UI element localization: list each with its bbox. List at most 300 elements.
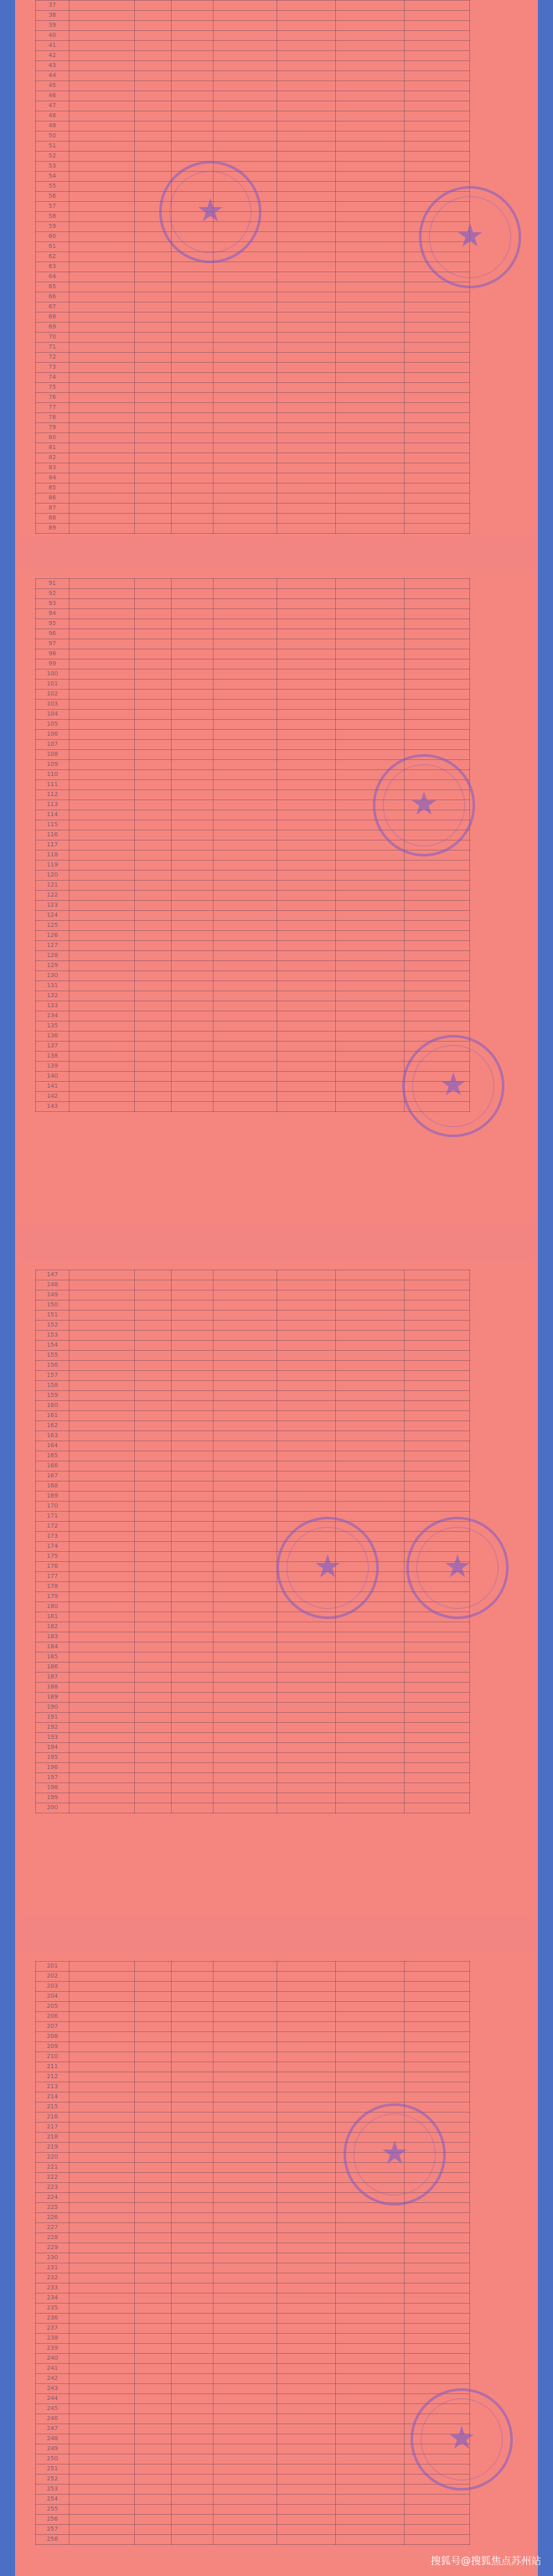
table-cell bbox=[135, 961, 172, 971]
table-cell bbox=[214, 71, 277, 81]
row-number-cell: 183 bbox=[36, 1632, 70, 1642]
table-cell bbox=[172, 262, 214, 272]
table-cell bbox=[172, 1032, 214, 1042]
table-row bbox=[36, 463, 470, 473]
table-cell bbox=[135, 1783, 172, 1793]
table-cell bbox=[172, 2062, 214, 2072]
row-number-cell: 210 bbox=[36, 2052, 70, 2062]
table-cell bbox=[214, 323, 277, 333]
table-cell bbox=[135, 1301, 172, 1311]
table-cell bbox=[277, 403, 336, 413]
table-cell bbox=[172, 2113, 214, 2123]
table-cell bbox=[172, 981, 214, 991]
table-cell bbox=[405, 690, 470, 700]
table-cell bbox=[277, 1502, 336, 1512]
table-cell bbox=[214, 1542, 277, 1552]
table-cell bbox=[70, 262, 135, 272]
table-cell bbox=[135, 1713, 172, 1723]
table-cell bbox=[70, 2012, 135, 2022]
table-cell bbox=[277, 2505, 336, 2515]
table-cell bbox=[135, 1703, 172, 1713]
table-cell bbox=[135, 373, 172, 383]
table-cell bbox=[214, 292, 277, 303]
table-cell bbox=[214, 680, 277, 690]
table-row bbox=[36, 1673, 470, 1683]
table-cell bbox=[277, 1653, 336, 1663]
row-number-cell: 120 bbox=[36, 871, 70, 881]
table-cell bbox=[135, 951, 172, 961]
official-seal bbox=[344, 2103, 446, 2206]
row-number-cell: 217 bbox=[36, 2123, 70, 2133]
table-cell bbox=[214, 333, 277, 343]
table-cell bbox=[336, 2334, 405, 2344]
table-cell bbox=[70, 680, 135, 690]
table-row bbox=[36, 91, 470, 101]
table-cell bbox=[172, 51, 214, 61]
table-cell bbox=[172, 1642, 214, 1653]
table-cell bbox=[405, 1723, 470, 1733]
table-cell bbox=[405, 1773, 470, 1783]
table-cell bbox=[70, 504, 135, 514]
table-cell bbox=[405, 303, 470, 313]
table-cell bbox=[135, 1461, 172, 1472]
table-cell bbox=[277, 730, 336, 740]
row-number-cell: 156 bbox=[36, 1361, 70, 1371]
table-cell bbox=[214, 1431, 277, 1441]
table-cell bbox=[277, 1482, 336, 1492]
table-cell bbox=[70, 1982, 135, 1992]
table-cell bbox=[172, 1011, 214, 1022]
table-cell bbox=[214, 413, 277, 423]
table-cell bbox=[277, 660, 336, 670]
table-row bbox=[36, 1391, 470, 1401]
table-cell bbox=[277, 1022, 336, 1032]
table-cell bbox=[336, 473, 405, 484]
row-number-cell: 72 bbox=[36, 353, 70, 363]
table-cell bbox=[135, 2022, 172, 2032]
table-cell bbox=[336, 951, 405, 961]
row-number-cell: 43 bbox=[36, 61, 70, 71]
table-cell bbox=[172, 292, 214, 303]
row-number-cell: 96 bbox=[36, 629, 70, 639]
table-cell bbox=[214, 790, 277, 800]
table-row bbox=[36, 2475, 470, 2485]
row-number-cell: 181 bbox=[36, 1612, 70, 1622]
table-cell bbox=[70, 101, 135, 111]
table-row bbox=[36, 1663, 470, 1673]
table-cell bbox=[214, 463, 277, 473]
table-cell bbox=[135, 851, 172, 861]
table-cell bbox=[214, 961, 277, 971]
table-cell bbox=[70, 971, 135, 981]
table-cell bbox=[70, 2153, 135, 2163]
table-cell bbox=[172, 1092, 214, 1102]
table-row bbox=[36, 2263, 470, 2273]
table-cell bbox=[70, 1082, 135, 1092]
table-row bbox=[36, 1321, 470, 1331]
table-cell bbox=[214, 1522, 277, 1532]
row-number-cell: 68 bbox=[36, 313, 70, 323]
table-cell bbox=[214, 152, 277, 162]
table-cell bbox=[214, 1763, 277, 1773]
table-cell bbox=[214, 1723, 277, 1733]
row-number-cell: 121 bbox=[36, 881, 70, 891]
table-cell bbox=[172, 629, 214, 639]
table-row bbox=[36, 2233, 470, 2243]
table-cell bbox=[70, 1371, 135, 1381]
table-cell bbox=[277, 1351, 336, 1361]
table-cell bbox=[277, 1291, 336, 1301]
table-cell bbox=[277, 1713, 336, 1723]
table-cell bbox=[277, 21, 336, 31]
table-cell bbox=[336, 720, 405, 730]
table-cell bbox=[135, 1522, 172, 1532]
row-number-cell: 147 bbox=[36, 1270, 70, 1280]
table-cell bbox=[336, 1461, 405, 1472]
table-cell bbox=[135, 901, 172, 911]
table-row bbox=[36, 453, 470, 463]
table-cell bbox=[336, 132, 405, 142]
table-cell bbox=[214, 2103, 277, 2113]
table-cell bbox=[277, 41, 336, 51]
table-cell bbox=[70, 363, 135, 373]
table-cell bbox=[277, 2344, 336, 2354]
row-number-cell: 207 bbox=[36, 2022, 70, 2032]
table-cell bbox=[70, 921, 135, 931]
table-cell bbox=[214, 1622, 277, 1632]
table-cell bbox=[336, 2062, 405, 2072]
table-cell bbox=[135, 1341, 172, 1351]
table-cell bbox=[277, 1401, 336, 1411]
table-row bbox=[36, 31, 470, 41]
table-cell bbox=[277, 1321, 336, 1331]
table-row bbox=[36, 162, 470, 172]
table-cell bbox=[336, 1401, 405, 1411]
row-number-cell: 54 bbox=[36, 172, 70, 182]
table-cell bbox=[405, 901, 470, 911]
table-cell bbox=[135, 881, 172, 891]
table-cell bbox=[70, 172, 135, 182]
table-cell bbox=[70, 111, 135, 122]
table-row bbox=[36, 1022, 470, 1032]
row-number-cell: 140 bbox=[36, 1072, 70, 1082]
table-cell bbox=[172, 1663, 214, 1673]
table-row bbox=[36, 142, 470, 152]
table-cell bbox=[336, 1001, 405, 1011]
table-cell bbox=[336, 1451, 405, 1461]
table-cell bbox=[214, 2324, 277, 2334]
table-cell bbox=[214, 2334, 277, 2344]
table-cell bbox=[336, 1072, 405, 1082]
table-cell bbox=[336, 101, 405, 111]
row-number-cell: 251 bbox=[36, 2465, 70, 2475]
table-cell bbox=[172, 2374, 214, 2384]
table-cell bbox=[336, 1693, 405, 1703]
table-cell bbox=[135, 609, 172, 619]
table-cell bbox=[70, 780, 135, 790]
table-cell bbox=[70, 1311, 135, 1321]
table-row bbox=[36, 2444, 470, 2454]
seal-star-icon: ★ bbox=[313, 1548, 343, 1585]
table-cell bbox=[277, 1982, 336, 1992]
table-row bbox=[36, 172, 470, 182]
table-cell bbox=[70, 1431, 135, 1441]
table-cell bbox=[277, 820, 336, 830]
table-cell bbox=[135, 1512, 172, 1522]
table-cell bbox=[336, 2022, 405, 2032]
table-row bbox=[36, 1, 470, 11]
table-cell bbox=[336, 111, 405, 122]
row-number-cell: 110 bbox=[36, 770, 70, 780]
table-cell bbox=[172, 2515, 214, 2525]
table-row bbox=[36, 951, 470, 961]
table-cell bbox=[172, 2304, 214, 2314]
table-cell bbox=[277, 2364, 336, 2374]
row-number-cell: 42 bbox=[36, 51, 70, 61]
table-cell bbox=[336, 1311, 405, 1321]
table-cell bbox=[214, 363, 277, 373]
table-cell bbox=[336, 2434, 405, 2444]
table-cell bbox=[172, 1270, 214, 1280]
table-row bbox=[36, 21, 470, 31]
table-cell bbox=[135, 2193, 172, 2203]
table-cell bbox=[70, 212, 135, 222]
table-cell bbox=[277, 1371, 336, 1381]
table-cell bbox=[405, 720, 470, 730]
table-cell bbox=[214, 1361, 277, 1371]
table-cell bbox=[70, 1381, 135, 1391]
table-cell bbox=[70, 881, 135, 891]
table-cell bbox=[70, 871, 135, 881]
row-number-cell: 225 bbox=[36, 2203, 70, 2213]
table-cell bbox=[405, 2042, 470, 2052]
table-cell bbox=[214, 2505, 277, 2515]
row-number-cell: 188 bbox=[36, 1683, 70, 1693]
table-cell bbox=[405, 463, 470, 473]
table-cell bbox=[336, 1441, 405, 1451]
table-cell bbox=[405, 373, 470, 383]
table-cell bbox=[70, 31, 135, 41]
table-cell bbox=[172, 1431, 214, 1441]
table-cell bbox=[70, 2042, 135, 2052]
table-cell bbox=[70, 152, 135, 162]
table-cell bbox=[336, 2454, 405, 2465]
table-cell bbox=[336, 2243, 405, 2253]
table-cell bbox=[70, 1582, 135, 1592]
table-cell bbox=[135, 1582, 172, 1592]
row-number-cell: 214 bbox=[36, 2092, 70, 2103]
table-cell bbox=[135, 1793, 172, 1803]
table-cell bbox=[277, 182, 336, 192]
table-cell bbox=[405, 1982, 470, 1992]
table-cell bbox=[405, 1642, 470, 1653]
table-cell bbox=[277, 810, 336, 820]
table-cell bbox=[214, 453, 277, 463]
table-cell bbox=[135, 660, 172, 670]
table-cell bbox=[405, 981, 470, 991]
table-row bbox=[36, 242, 470, 252]
table-cell bbox=[135, 2444, 172, 2454]
table-cell bbox=[172, 2535, 214, 2545]
row-number-cell: 134 bbox=[36, 1011, 70, 1022]
table-cell bbox=[70, 720, 135, 730]
official-seal bbox=[406, 1517, 509, 1619]
table-row bbox=[36, 1542, 470, 1552]
table-cell bbox=[336, 1361, 405, 1371]
row-number-cell: 79 bbox=[36, 423, 70, 433]
table-row bbox=[36, 901, 470, 911]
table-cell bbox=[277, 333, 336, 343]
table-cell bbox=[336, 609, 405, 619]
table-cell bbox=[336, 941, 405, 951]
table-cell bbox=[405, 423, 470, 433]
table-cell bbox=[172, 1280, 214, 1291]
table-cell bbox=[336, 1431, 405, 1441]
table-cell bbox=[172, 1492, 214, 1502]
table-cell bbox=[214, 2012, 277, 2022]
table-cell bbox=[172, 1622, 214, 1632]
table-cell bbox=[405, 1391, 470, 1401]
table-row bbox=[36, 1421, 470, 1431]
table-cell bbox=[214, 2414, 277, 2424]
table-cell bbox=[70, 1612, 135, 1622]
table-cell bbox=[135, 1673, 172, 1683]
table-row bbox=[36, 2344, 470, 2354]
table-cell bbox=[70, 2092, 135, 2103]
table-cell bbox=[172, 2012, 214, 2022]
table-cell bbox=[214, 1572, 277, 1582]
table-cell bbox=[172, 670, 214, 680]
table-cell bbox=[70, 1632, 135, 1642]
table-cell bbox=[336, 1753, 405, 1763]
table-cell bbox=[277, 1723, 336, 1733]
table-cell bbox=[214, 1331, 277, 1341]
table-cell bbox=[214, 1411, 277, 1421]
table-cell bbox=[70, 1492, 135, 1502]
table-cell bbox=[277, 504, 336, 514]
table-cell bbox=[135, 2203, 172, 2213]
table-cell bbox=[336, 1421, 405, 1431]
table-cell bbox=[405, 609, 470, 619]
table-cell bbox=[70, 242, 135, 252]
table-cell bbox=[70, 2434, 135, 2444]
table-cell bbox=[70, 11, 135, 21]
table-cell bbox=[277, 353, 336, 363]
table-cell bbox=[172, 2465, 214, 2475]
table-cell bbox=[336, 453, 405, 463]
table-cell bbox=[214, 313, 277, 323]
table-cell bbox=[277, 710, 336, 720]
row-number-cell: 171 bbox=[36, 1512, 70, 1522]
table-cell bbox=[336, 2475, 405, 2485]
table-cell bbox=[336, 2233, 405, 2243]
row-number-cell: 148 bbox=[36, 1280, 70, 1291]
table-cell bbox=[336, 750, 405, 760]
table-cell bbox=[135, 2404, 172, 2414]
table-cell bbox=[70, 1270, 135, 1280]
table-cell bbox=[70, 162, 135, 172]
row-number-cell: 166 bbox=[36, 1461, 70, 1472]
table-cell bbox=[214, 2153, 277, 2163]
table-cell bbox=[214, 1962, 277, 1972]
table-cell bbox=[70, 2133, 135, 2143]
table-cell bbox=[70, 2364, 135, 2374]
table-cell bbox=[336, 2444, 405, 2454]
table-cell bbox=[214, 2062, 277, 2072]
table-cell bbox=[135, 1472, 172, 1482]
table-cell bbox=[135, 21, 172, 31]
table-cell bbox=[405, 2243, 470, 2253]
table-cell bbox=[405, 1632, 470, 1642]
table-cell bbox=[172, 2193, 214, 2203]
table-row bbox=[36, 1612, 470, 1622]
table-cell bbox=[135, 2434, 172, 2444]
table-cell bbox=[70, 1032, 135, 1042]
table-cell bbox=[277, 1753, 336, 1763]
table-cell bbox=[135, 1451, 172, 1461]
row-number-cell: 103 bbox=[36, 700, 70, 710]
table-cell bbox=[405, 11, 470, 21]
table-cell bbox=[214, 1582, 277, 1592]
table-cell bbox=[135, 1663, 172, 1673]
table-cell bbox=[172, 81, 214, 91]
table-cell bbox=[336, 2354, 405, 2364]
table-row bbox=[36, 660, 470, 670]
table-cell bbox=[135, 152, 172, 162]
row-number-cell: 163 bbox=[36, 1431, 70, 1441]
table-cell bbox=[172, 2052, 214, 2062]
table-cell bbox=[405, 971, 470, 981]
row-number-cell: 205 bbox=[36, 2002, 70, 2012]
table-cell bbox=[135, 51, 172, 61]
row-number-cell: 244 bbox=[36, 2394, 70, 2404]
row-number-cell: 142 bbox=[36, 1092, 70, 1102]
table-cell bbox=[336, 2002, 405, 2012]
table-cell bbox=[172, 2173, 214, 2183]
table-cell bbox=[277, 514, 336, 524]
table-cell bbox=[277, 2052, 336, 2062]
table-cell bbox=[336, 2535, 405, 2545]
row-number-cell: 187 bbox=[36, 1673, 70, 1683]
row-number-cell: 186 bbox=[36, 1663, 70, 1673]
row-number-cell: 129 bbox=[36, 961, 70, 971]
row-number-cell: 154 bbox=[36, 1341, 70, 1351]
table-cell bbox=[135, 423, 172, 433]
table-cell bbox=[70, 1763, 135, 1773]
table-cell bbox=[405, 1441, 470, 1451]
table-cell bbox=[405, 1472, 470, 1482]
table-cell bbox=[172, 2002, 214, 2012]
table-cell bbox=[214, 2133, 277, 2143]
table-row bbox=[36, 2465, 470, 2475]
table-cell bbox=[135, 991, 172, 1001]
table-cell bbox=[214, 2515, 277, 2525]
table-cell bbox=[135, 2505, 172, 2515]
table-cell bbox=[336, 91, 405, 101]
table-cell bbox=[214, 51, 277, 61]
table-cell bbox=[336, 232, 405, 242]
row-number-cell: 211 bbox=[36, 2062, 70, 2072]
table-cell bbox=[405, 2364, 470, 2374]
row-number-cell: 104 bbox=[36, 710, 70, 720]
table-cell bbox=[214, 1612, 277, 1622]
table-cell bbox=[135, 1572, 172, 1582]
row-number-cell: 112 bbox=[36, 790, 70, 800]
row-number-cell: 179 bbox=[36, 1592, 70, 1602]
table-cell bbox=[277, 579, 336, 589]
table-cell bbox=[277, 192, 336, 202]
table-cell bbox=[277, 1783, 336, 1793]
